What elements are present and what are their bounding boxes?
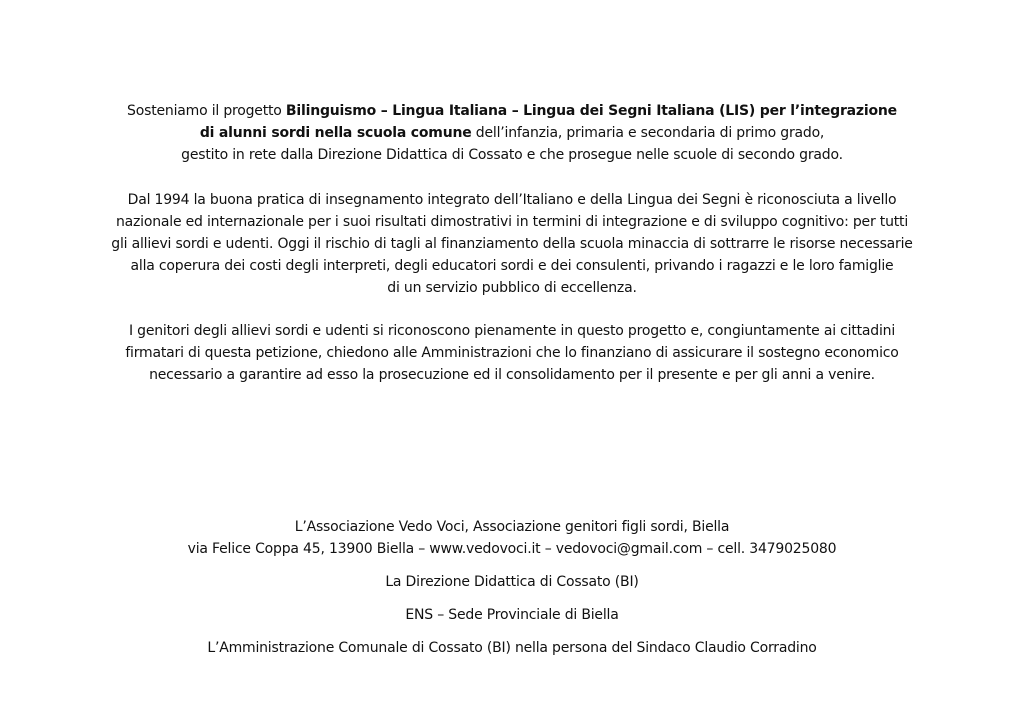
request-paragraph	[0, 320, 1024, 386]
request-line: firmatari di questa petizione, chiedono alle Amministrazioni che lo finanziano di assicurare il sostegno economico	[125, 345, 899, 361]
project-title: Bilinguismo – Lingua Italiana – Lingua dei Segni Italiana (LIS) per l’integrazione	[285, 103, 897, 119]
intro-paragraph	[0, 100, 1024, 166]
intro-line-3: gestito in rete dalla Direzione Didattica di Cossato e che prosegue nelle scuole di secondo grado.	[181, 147, 843, 163]
history-paragraph	[0, 189, 1024, 299]
association-name: L’Associazione Vedo Voci, Associazione genitori figli sordi, Biella	[294, 519, 730, 535]
ens-biella: ENS – Sede Provinciale di Biella	[405, 607, 619, 623]
signatories	[0, 516, 1024, 659]
request-line: necessario a garantire ad esso la prosecuzione ed il consolidamento per il presente e per gli anni a venire.	[149, 367, 875, 383]
history-line: nazionale ed internazionale per i suoi risultati dimostrativi in termini di integrazione e di sviluppo cognitivo: per tutti	[115, 214, 909, 230]
history-line: gli allievi sordi e udenti. Oggi il rischio di tagli al finanziamento della scuola minaccia di sottrarre le risorse necessarie	[111, 236, 913, 252]
intro-line-2	[0, 122, 1024, 144]
project-title-cont: di alunni sordi nella scuola comune	[199, 125, 472, 141]
comune-cossato: L’Amministrazione Comunale di Cossato (BI) nella persona del Sindaco Claudio Corradino	[207, 640, 817, 656]
association-contacts: via Felice Coppa 45, 13900 Biella – www.vedovoci.it – vedovoci@gmail.com – cell. 3479025080	[187, 541, 837, 557]
intro-line-2-text: dell’infanzia, primaria e secondaria di primo grado,	[471, 125, 825, 141]
direzione-didattica: La Direzione Didattica di Cossato (BI)	[385, 574, 639, 590]
history-line: alla coperura dei costi degli interpreti, degli educatori sordi e dei consulenti, privando i ragazzi e le loro famiglie	[130, 258, 894, 274]
request-line: I genitori degli allievi sordi e udenti si riconoscono pienamente in questo progetto e, congiuntamente ai cittadini	[128, 323, 896, 339]
intro-line-1	[0, 100, 1024, 122]
intro-line-1-text: Sosteniamo il progetto	[127, 103, 286, 119]
history-line: Dal 1994 la buona pratica di insegnamento integrato dell’Italiano e della Lingua dei Segni è riconosciuta a livello	[127, 192, 897, 208]
history-line: di un servizio pubblico di eccellenza.	[387, 280, 637, 296]
